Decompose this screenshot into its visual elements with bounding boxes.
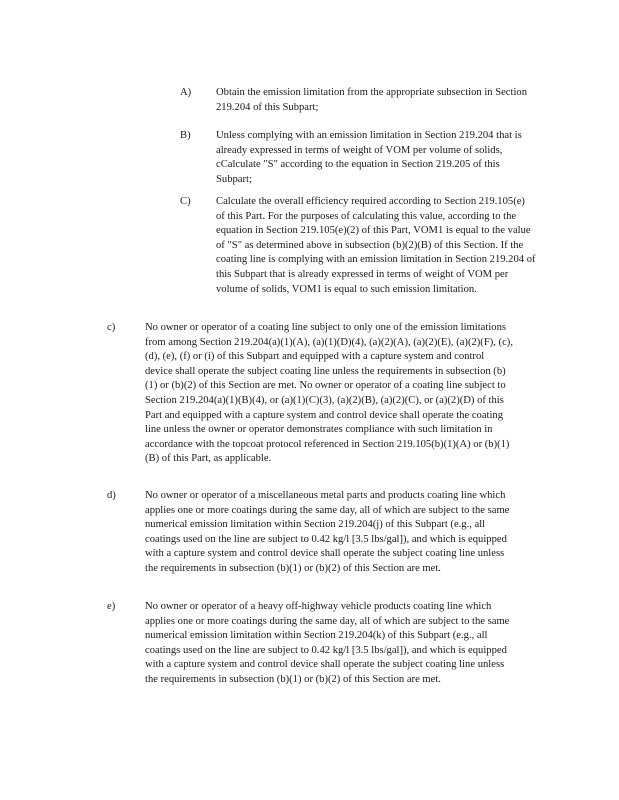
section-text-d: No owner or operator of a miscellaneous metal parts and products coating line which applies one or more coatings during the same day, all of which are subject to the same numerical emission limitation within Section 219.204(j) of this Subpart (e.g., all coatings used on the line are subject to 0.42 kg/l [3.5 lbs/gal]), and which is equipped with a capture system and control device shall operate the subject coating line unless the requirements in subsection (b)(1) or (b)(2) of this Section are met. [145,490,510,574]
section-text-c: No owner or operator of a coating line subject to only one of the emission limitations from among Section 219.204(a)(1)(A), (a)(1)(D)(4), (a)(2)(A), (a)(2)(E), (a)(2)(F), (c), (d), (e), (f) or (i) of this Subpart and equipped with a capture system and control device shall operate the subject coating line unless the requirements in subsection (b)(1) or (b)(2) of this Section are met. No owner or operator of a coating line subject to Section 219.204(a)(1)(B)(4), or (a)(1)(C)(3), (a)(2)(B), (a)(2)(C), or (a)(2)(D) of this Part and equipped with a capture system and control device shall operate the coating line unless the owner or operator demonstrates compliance with such limitation in accordance with the topcoat protocol referenced in Section 219.105(b)(1)(A) or (b)(1)(B) of this Part, as applicable. [145,322,513,465]
section-label-d: d) [107,490,116,501]
section-text-e: No owner or operator of a heavy off-highway vehicle products coating line which applies one or more coatings during the same day, all of which are subject to the same numerical emission limitation within Section 219.204(k) of this Subpart (e.g., all coatings used on the line are subject to 0.42 kg/l [3.5 lbs/gal]), and which is equipped with a capture system and control device shall operate the subject coating line unless the requirements in subsection (b)(1) or (b)(2) of this Section are met. [145,601,510,685]
subsection-text-b: Unless complying with an emission limitation in Section 219.204 that is already expressed in terms of weight of VOM per volume of solids, cCalculate "S" according to the equation in Section 219.205 of this Subpart; [216,130,522,185]
subsection-label-b: B) [180,130,191,141]
subsection-label-a: A) [180,87,192,98]
section-label-c: c) [107,322,116,333]
subsection-label-c: C) [180,196,191,207]
section-label-e: e) [107,601,116,612]
subsection-text-a: Obtain the emission limitation from the appropriate subsection in Section 219.204 of this Subpart; [216,87,527,113]
subsection-text-c: Calculate the overall efficiency required according to Section 219.105(e) of this Part. For the purposes of calculating this value, according to the equation in Section 219.105(e)(2) of this Part, VOM1 is equal to the value of "S" as determined above in subsection (b)(2)(B) of this Section. If the coating line is complying with an emission limitation in Section 219.204 of this Subpart that is already expressed in terms of weight of VOM per volume of solids, VOM1 is equal to such emission limitation. [216,196,536,295]
